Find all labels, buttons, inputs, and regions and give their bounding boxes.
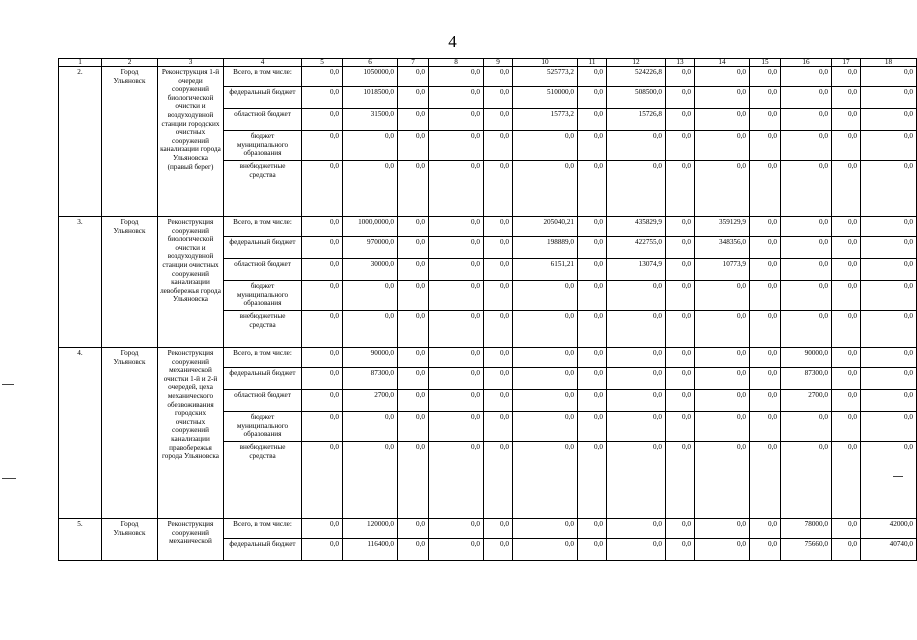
value-cell: 0,0 bbox=[832, 109, 861, 131]
value-cell: 0,0 bbox=[302, 519, 343, 539]
value-cell: 0,0 bbox=[343, 412, 398, 442]
value-cell: 0,0 bbox=[750, 348, 781, 368]
value-cell: 0,0 bbox=[484, 390, 513, 412]
value-cell: 0,0 bbox=[832, 237, 861, 259]
value-cell: 0,0 bbox=[429, 217, 484, 237]
value-cell: 0,0 bbox=[578, 67, 607, 87]
value-cell: 970000,0 bbox=[343, 237, 398, 259]
funding-source-cell: Всего, в том числе: bbox=[224, 67, 302, 87]
value-cell: 0,0 bbox=[429, 131, 484, 161]
value-cell: 0,0 bbox=[695, 67, 750, 87]
value-cell: 120000,0 bbox=[343, 519, 398, 539]
value-cell: 0,0 bbox=[607, 281, 666, 311]
value-cell: 0,0 bbox=[578, 237, 607, 259]
value-cell: 0,0 bbox=[750, 412, 781, 442]
value-cell: 0,0 bbox=[429, 390, 484, 412]
value-cell: 0,0 bbox=[484, 519, 513, 539]
value-cell: 0,0 bbox=[484, 217, 513, 237]
value-cell: 0,0 bbox=[832, 131, 861, 161]
value-cell: 0,0 bbox=[302, 67, 343, 87]
value-cell: 0,0 bbox=[429, 161, 484, 217]
funding-source-cell: Всего, в том числе: bbox=[224, 519, 302, 539]
value-cell: 0,0 bbox=[666, 390, 695, 412]
value-cell: 0,0 bbox=[861, 281, 917, 311]
value-cell: 0,0 bbox=[695, 442, 750, 519]
value-cell: 0,0 bbox=[484, 87, 513, 109]
value-cell: 0,0 bbox=[781, 131, 832, 161]
value-cell: 0,0 bbox=[750, 217, 781, 237]
value-cell: 0,0 bbox=[302, 109, 343, 131]
value-cell: 0,0 bbox=[429, 259, 484, 281]
value-cell: 0,0 bbox=[513, 368, 578, 390]
value-cell: 0,0 bbox=[513, 281, 578, 311]
value-cell: 359129,9 bbox=[695, 217, 750, 237]
value-cell: 524226,8 bbox=[607, 67, 666, 87]
value-cell: 0,0 bbox=[781, 412, 832, 442]
value-cell: 0,0 bbox=[429, 67, 484, 87]
value-cell: 31500,0 bbox=[343, 109, 398, 131]
value-cell: 0,0 bbox=[861, 217, 917, 237]
value-cell: 0,0 bbox=[695, 412, 750, 442]
value-cell: 0,0 bbox=[578, 390, 607, 412]
value-cell: 0,0 bbox=[666, 368, 695, 390]
value-cell: 0,0 bbox=[861, 87, 917, 109]
value-cell: 0,0 bbox=[398, 67, 429, 87]
value-cell: 0,0 bbox=[861, 259, 917, 281]
project-name-cell: Реконструкция сооружений механической bbox=[158, 519, 224, 561]
value-cell: 0,0 bbox=[513, 348, 578, 368]
value-cell: 0,0 bbox=[607, 539, 666, 561]
project-name-cell: Реконструкция сооружений биологической очистки и воздуходувной станции очистных сооружений канализации левобережья города Ульяновска bbox=[158, 217, 224, 348]
column-number: 1 bbox=[59, 59, 102, 67]
margin-mark bbox=[2, 384, 14, 385]
margin-mark bbox=[893, 476, 903, 477]
value-cell: 0,0 bbox=[302, 259, 343, 281]
value-cell: 0,0 bbox=[832, 311, 861, 348]
value-cell: 0,0 bbox=[302, 348, 343, 368]
value-cell: 0,0 bbox=[429, 237, 484, 259]
value-cell: 0,0 bbox=[750, 442, 781, 519]
value-cell: 422755,0 bbox=[607, 237, 666, 259]
value-cell: 0,0 bbox=[484, 109, 513, 131]
value-cell: 0,0 bbox=[429, 87, 484, 109]
value-cell: 0,0 bbox=[578, 109, 607, 131]
value-cell: 0,0 bbox=[429, 412, 484, 442]
value-cell: 510000,0 bbox=[513, 87, 578, 109]
value-cell: 0,0 bbox=[695, 390, 750, 412]
municipality-cell: Город Ульяновск bbox=[102, 348, 158, 519]
municipality-cell: Город Ульяновск bbox=[102, 67, 158, 217]
table-row bbox=[59, 217, 917, 237]
value-cell: 0,0 bbox=[832, 217, 861, 237]
value-cell: 0,0 bbox=[695, 539, 750, 561]
value-cell: 0,0 bbox=[398, 87, 429, 109]
item-number: 2. bbox=[59, 67, 102, 217]
value-cell: 0,0 bbox=[750, 87, 781, 109]
value-cell: 0,0 bbox=[578, 442, 607, 519]
value-cell: 0,0 bbox=[578, 539, 607, 561]
value-cell: 0,0 bbox=[832, 161, 861, 217]
value-cell: 0,0 bbox=[484, 368, 513, 390]
value-cell: 0,0 bbox=[578, 217, 607, 237]
value-cell: 0,0 bbox=[513, 539, 578, 561]
value-cell: 0,0 bbox=[781, 67, 832, 87]
value-cell: 0,0 bbox=[861, 348, 917, 368]
funding-source-cell: бюджет муниципального образования bbox=[224, 412, 302, 442]
value-cell: 0,0 bbox=[302, 161, 343, 217]
value-cell: 0,0 bbox=[666, 131, 695, 161]
value-cell: 0,0 bbox=[750, 281, 781, 311]
value-cell: 0,0 bbox=[343, 131, 398, 161]
value-cell: 40740,0 bbox=[861, 539, 917, 561]
value-cell: 0,0 bbox=[666, 237, 695, 259]
column-number: 6 bbox=[343, 59, 398, 67]
value-cell: 0,0 bbox=[695, 281, 750, 311]
value-cell: 0,0 bbox=[695, 311, 750, 348]
funding-source-cell: федеральный бюджет bbox=[224, 368, 302, 390]
funding-source-cell: внебюджетные средства bbox=[224, 442, 302, 519]
value-cell: 0,0 bbox=[832, 281, 861, 311]
value-cell: 0,0 bbox=[302, 412, 343, 442]
column-number: 18 bbox=[861, 59, 917, 67]
value-cell: 0,0 bbox=[578, 348, 607, 368]
value-cell: 0,0 bbox=[398, 161, 429, 217]
value-cell: 0,0 bbox=[429, 281, 484, 311]
value-cell: 0,0 bbox=[861, 67, 917, 87]
value-cell: 508500,0 bbox=[607, 87, 666, 109]
funding-source-cell: федеральный бюджет bbox=[224, 539, 302, 561]
value-cell: 0,0 bbox=[781, 259, 832, 281]
value-cell: 0,0 bbox=[695, 87, 750, 109]
value-cell: 87300,0 bbox=[781, 368, 832, 390]
value-cell: 0,0 bbox=[398, 311, 429, 348]
value-cell: 0,0 bbox=[861, 161, 917, 217]
value-cell: 0,0 bbox=[302, 368, 343, 390]
column-number: 2 bbox=[102, 59, 158, 67]
value-cell: 0,0 bbox=[578, 311, 607, 348]
value-cell: 0,0 bbox=[302, 390, 343, 412]
column-number: 4 bbox=[224, 59, 302, 67]
column-number: 3 bbox=[158, 59, 224, 67]
value-cell: 0,0 bbox=[343, 311, 398, 348]
funding-source-cell: внебюджетные средства bbox=[224, 161, 302, 217]
value-cell: 116400,0 bbox=[343, 539, 398, 561]
value-cell: 0,0 bbox=[429, 348, 484, 368]
value-cell: 0,0 bbox=[398, 109, 429, 131]
value-cell: 0,0 bbox=[832, 442, 861, 519]
value-cell: 0,0 bbox=[484, 237, 513, 259]
funding-source-cell: бюджет муниципального образования bbox=[224, 281, 302, 311]
value-cell: 1018500,0 bbox=[343, 87, 398, 109]
value-cell: 2700,0 bbox=[343, 390, 398, 412]
value-cell: 0,0 bbox=[398, 131, 429, 161]
value-cell: 0,0 bbox=[484, 67, 513, 87]
value-cell: 0,0 bbox=[513, 311, 578, 348]
value-cell: 0,0 bbox=[578, 519, 607, 539]
municipality-cell: Город Ульяновск bbox=[102, 217, 158, 348]
value-cell: 0,0 bbox=[607, 519, 666, 539]
value-cell: 0,0 bbox=[666, 217, 695, 237]
value-cell: 0,0 bbox=[484, 348, 513, 368]
value-cell: 15726,8 bbox=[607, 109, 666, 131]
value-cell: 0,0 bbox=[578, 161, 607, 217]
item-number: 4. bbox=[59, 348, 102, 519]
value-cell: 0,0 bbox=[607, 412, 666, 442]
value-cell: 6151,21 bbox=[513, 259, 578, 281]
funding-source-cell: бюджет муниципального образования bbox=[224, 131, 302, 161]
value-cell: 0,0 bbox=[484, 412, 513, 442]
value-cell: 0,0 bbox=[861, 412, 917, 442]
value-cell: 0,0 bbox=[750, 131, 781, 161]
value-cell: 90000,0 bbox=[781, 348, 832, 368]
value-cell: 205040,21 bbox=[513, 217, 578, 237]
value-cell: 30000,0 bbox=[343, 259, 398, 281]
margin-mark bbox=[2, 478, 16, 479]
value-cell: 0,0 bbox=[832, 259, 861, 281]
value-cell: 0,0 bbox=[750, 519, 781, 539]
value-cell: 78000,0 bbox=[781, 519, 832, 539]
value-cell: 0,0 bbox=[398, 368, 429, 390]
value-cell: 0,0 bbox=[750, 368, 781, 390]
value-cell: 0,0 bbox=[429, 109, 484, 131]
value-cell: 0,0 bbox=[666, 539, 695, 561]
item-number: 5. bbox=[59, 519, 102, 561]
value-cell: 0,0 bbox=[343, 161, 398, 217]
column-number: 12 bbox=[607, 59, 666, 67]
value-cell: 0,0 bbox=[666, 259, 695, 281]
funding-source-cell: федеральный бюджет bbox=[224, 87, 302, 109]
value-cell: 0,0 bbox=[578, 281, 607, 311]
value-cell: 0,0 bbox=[750, 237, 781, 259]
value-cell: 0,0 bbox=[484, 442, 513, 519]
item-number: 3. bbox=[59, 217, 102, 348]
value-cell: 0,0 bbox=[695, 109, 750, 131]
value-cell: 0,0 bbox=[666, 281, 695, 311]
value-cell: 1000,0000,0 bbox=[343, 217, 398, 237]
value-cell: 0,0 bbox=[302, 131, 343, 161]
value-cell: 0,0 bbox=[302, 442, 343, 519]
value-cell: 2700,0 bbox=[781, 390, 832, 412]
value-cell: 0,0 bbox=[578, 131, 607, 161]
value-cell: 0,0 bbox=[607, 131, 666, 161]
value-cell: 0,0 bbox=[578, 259, 607, 281]
column-number: 13 bbox=[666, 59, 695, 67]
value-cell: 0,0 bbox=[666, 67, 695, 87]
column-number: 9 bbox=[484, 59, 513, 67]
page-number: 4 bbox=[448, 32, 457, 51]
funding-source-cell: областной бюджет bbox=[224, 109, 302, 131]
value-cell: 0,0 bbox=[578, 412, 607, 442]
value-cell: 0,0 bbox=[513, 390, 578, 412]
value-cell: 0,0 bbox=[513, 442, 578, 519]
value-cell: 0,0 bbox=[513, 519, 578, 539]
value-cell: 0,0 bbox=[666, 442, 695, 519]
funding-source-cell: федеральный бюджет bbox=[224, 237, 302, 259]
value-cell: 0,0 bbox=[398, 217, 429, 237]
value-cell: 0,0 bbox=[832, 87, 861, 109]
value-cell: 90000,0 bbox=[343, 348, 398, 368]
column-number: 16 bbox=[781, 59, 832, 67]
value-cell: 87300,0 bbox=[343, 368, 398, 390]
column-number: 14 bbox=[695, 59, 750, 67]
value-cell: 0,0 bbox=[429, 311, 484, 348]
value-cell: 0,0 bbox=[666, 109, 695, 131]
municipality-cell: Город Ульяновск bbox=[102, 519, 158, 561]
value-cell: 0,0 bbox=[781, 281, 832, 311]
value-cell: 0,0 bbox=[429, 519, 484, 539]
column-number: 7 bbox=[398, 59, 429, 67]
value-cell: 0,0 bbox=[484, 539, 513, 561]
value-cell: 0,0 bbox=[578, 368, 607, 390]
value-cell: 0,0 bbox=[781, 109, 832, 131]
funding-source-cell: внебюджетные средства bbox=[224, 311, 302, 348]
value-cell: 0,0 bbox=[781, 161, 832, 217]
value-cell: 0,0 bbox=[398, 259, 429, 281]
column-number-row bbox=[59, 59, 917, 67]
value-cell: 0,0 bbox=[666, 412, 695, 442]
value-cell: 0,0 bbox=[861, 109, 917, 131]
column-number: 5 bbox=[302, 59, 343, 67]
value-cell: 0,0 bbox=[302, 539, 343, 561]
value-cell: 0,0 bbox=[398, 237, 429, 259]
value-cell: 0,0 bbox=[832, 539, 861, 561]
value-cell: 0,0 bbox=[750, 67, 781, 87]
value-cell: 0,0 bbox=[781, 311, 832, 348]
value-cell: 0,0 bbox=[781, 217, 832, 237]
value-cell: 0,0 bbox=[832, 67, 861, 87]
value-cell: 0,0 bbox=[666, 161, 695, 217]
value-cell: 0,0 bbox=[781, 237, 832, 259]
value-cell: 0,0 bbox=[484, 281, 513, 311]
value-cell: 525773,2 bbox=[513, 67, 578, 87]
value-cell: 0,0 bbox=[750, 390, 781, 412]
value-cell: 1050000,0 bbox=[343, 67, 398, 87]
value-cell: 0,0 bbox=[398, 390, 429, 412]
column-number: 8 bbox=[429, 59, 484, 67]
column-number: 15 bbox=[750, 59, 781, 67]
value-cell: 0,0 bbox=[578, 87, 607, 109]
value-cell: 0,0 bbox=[302, 281, 343, 311]
funding-source-cell: областной бюджет bbox=[224, 390, 302, 412]
project-name-cell: Реконструкция сооружений механической очистки 1-й и 2-й очередей, цеха механического обезвоживания городских очистных сооружений канализации правобережья города Ульяновска bbox=[158, 348, 224, 519]
value-cell: 0,0 bbox=[398, 442, 429, 519]
funding-source-cell: областной бюджет bbox=[224, 259, 302, 281]
value-cell: 0,0 bbox=[666, 519, 695, 539]
value-cell: 0,0 bbox=[302, 87, 343, 109]
value-cell: 0,0 bbox=[695, 348, 750, 368]
value-cell: 0,0 bbox=[302, 217, 343, 237]
value-cell: 0,0 bbox=[861, 237, 917, 259]
value-cell: 0,0 bbox=[666, 311, 695, 348]
value-cell: 0,0 bbox=[861, 131, 917, 161]
value-cell: 42000,0 bbox=[861, 519, 917, 539]
value-cell: 435829,9 bbox=[607, 217, 666, 237]
value-cell: 0,0 bbox=[607, 348, 666, 368]
value-cell: 0,0 bbox=[832, 519, 861, 539]
project-name-cell: Реконструкция 1-й очереди сооружений биологической очистки и воздуходувной станции городских очистных сооружений канализации города Ульяновска (правый берег) bbox=[158, 67, 224, 217]
value-cell: 0,0 bbox=[750, 539, 781, 561]
column-number: 10 bbox=[513, 59, 578, 67]
value-cell: 75660,0 bbox=[781, 539, 832, 561]
value-cell: 0,0 bbox=[861, 368, 917, 390]
value-cell: 0,0 bbox=[695, 519, 750, 539]
value-cell: 0,0 bbox=[861, 442, 917, 519]
value-cell: 0,0 bbox=[343, 442, 398, 519]
value-cell: 0,0 bbox=[832, 348, 861, 368]
value-cell: 0,0 bbox=[832, 368, 861, 390]
value-cell: 0,0 bbox=[302, 237, 343, 259]
funding-source-cell: Всего, в том числе: bbox=[224, 217, 302, 237]
value-cell: 0,0 bbox=[302, 311, 343, 348]
value-cell: 0,0 bbox=[398, 348, 429, 368]
table-row bbox=[59, 519, 917, 539]
table-row bbox=[59, 348, 917, 368]
value-cell: 0,0 bbox=[666, 348, 695, 368]
value-cell: 0,0 bbox=[832, 412, 861, 442]
value-cell: 0,0 bbox=[607, 368, 666, 390]
value-cell: 0,0 bbox=[484, 259, 513, 281]
value-cell: 0,0 bbox=[832, 390, 861, 412]
value-cell: 0,0 bbox=[513, 412, 578, 442]
value-cell: 0,0 bbox=[607, 311, 666, 348]
value-cell: 0,0 bbox=[429, 368, 484, 390]
value-cell: 0,0 bbox=[607, 390, 666, 412]
value-cell: 198889,0 bbox=[513, 237, 578, 259]
value-cell: 0,0 bbox=[695, 368, 750, 390]
value-cell: 13074,9 bbox=[607, 259, 666, 281]
value-cell: 0,0 bbox=[429, 442, 484, 519]
value-cell: 0,0 bbox=[750, 161, 781, 217]
value-cell: 0,0 bbox=[781, 442, 832, 519]
value-cell: 0,0 bbox=[343, 281, 398, 311]
table-row bbox=[59, 67, 917, 87]
value-cell: 0,0 bbox=[398, 281, 429, 311]
value-cell: 0,0 bbox=[695, 131, 750, 161]
value-cell: 0,0 bbox=[750, 109, 781, 131]
value-cell: 0,0 bbox=[484, 311, 513, 348]
value-cell: 0,0 bbox=[607, 161, 666, 217]
value-cell: 15773,2 bbox=[513, 109, 578, 131]
value-cell: 0,0 bbox=[513, 161, 578, 217]
value-cell: 0,0 bbox=[861, 311, 917, 348]
value-cell: 0,0 bbox=[429, 539, 484, 561]
value-cell: 0,0 bbox=[398, 412, 429, 442]
value-cell: 0,0 bbox=[484, 161, 513, 217]
value-cell: 0,0 bbox=[484, 131, 513, 161]
value-cell: 0,0 bbox=[607, 442, 666, 519]
value-cell: 0,0 bbox=[781, 87, 832, 109]
value-cell: 0,0 bbox=[695, 161, 750, 217]
value-cell: 10773,9 bbox=[695, 259, 750, 281]
value-cell: 0,0 bbox=[513, 131, 578, 161]
value-cell: 0,0 bbox=[398, 519, 429, 539]
value-cell: 0,0 bbox=[861, 390, 917, 412]
column-number: 17 bbox=[832, 59, 861, 67]
value-cell: 348356,0 bbox=[695, 237, 750, 259]
value-cell: 0,0 bbox=[398, 539, 429, 561]
value-cell: 0,0 bbox=[750, 311, 781, 348]
column-number: 11 bbox=[578, 59, 607, 67]
value-cell: 0,0 bbox=[666, 87, 695, 109]
funding-source-cell: Всего, в том числе: bbox=[224, 348, 302, 368]
budget-table bbox=[58, 58, 917, 561]
value-cell: 0,0 bbox=[750, 259, 781, 281]
